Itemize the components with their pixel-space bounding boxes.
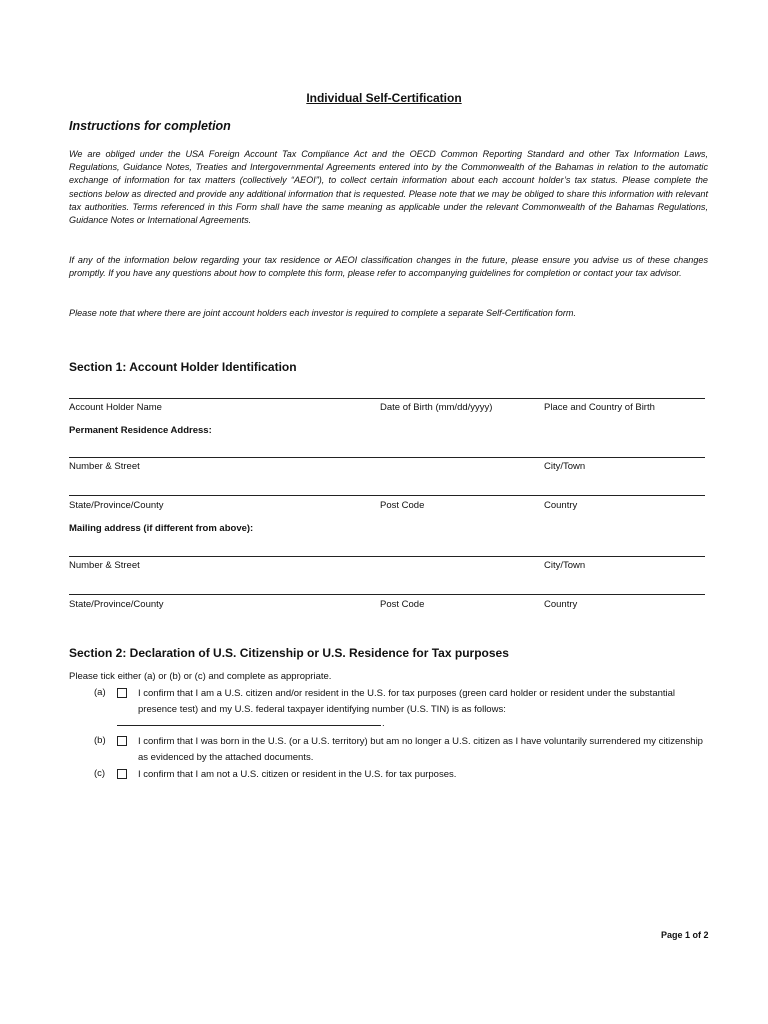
option-c-checkbox[interactable]	[117, 769, 127, 779]
mailing-city-town-label: City/Town	[544, 560, 586, 571]
instructions-paragraph-1: We are obliged under the USA Foreign Account Tax Compliance Act and the OECD Common Reporting Standard and other Tax Information Laws, Regulations, Guidance Notes, Treaties and Intergovernmental Agreements entered into by the Commonwealth of the Bahamas in relation to the automatic exchange of information for tax matters (collectively “AEOI”), to collect certain information about each account holder’s tax status. Please complete the sections below as directed and provide any additional information that is requested. Please note that we may be obliged to share this information with relevant tax authorities. Terms referenced in this Form shall have the same meaning as applicable under the relevant Commonwealth of the Bahamas Regulations, Guidance Notes or International Agreements.	[69, 149, 708, 226]
option-b-text: I confirm that I was born in the U.S. (or a U.S. territory) but am no longer a U.S. citizen as I have voluntarily surrendered my citizenship as evidenced by the attached documents.	[138, 736, 703, 763]
mailing-country-label: Country	[544, 599, 578, 610]
account-holder-row-line[interactable]	[69, 398, 705, 399]
instructions-paragraph-3: Please note that where there are joint account holders each investor is required to complete a separate Self-Certification form.	[69, 308, 576, 318]
us-tin-line-end: .	[382, 718, 385, 729]
tick-instructions: Please tick either (a) or (b) or (c) and complete as appropriate.	[69, 671, 332, 682]
number-street-label: Number & Street	[69, 461, 140, 472]
option-a-checkbox[interactable]	[117, 688, 127, 698]
mailing-street-line[interactable]	[69, 556, 705, 557]
option-a-letter: (a)	[94, 687, 106, 698]
city-town-label: City/Town	[544, 461, 586, 472]
page-number: Page 1 of 2	[661, 930, 709, 940]
permanent-state-line[interactable]	[69, 495, 705, 496]
option-c-text: I confirm that I am not a U.S. citizen or resident in the U.S. for tax purposes.	[138, 769, 457, 780]
mailing-address-heading: Mailing address (if different from above):	[69, 523, 254, 534]
section1-title: Section 1: Account Holder Identification	[69, 360, 297, 374]
account-holder-name-label: Account Holder Name	[69, 402, 162, 413]
form-title: Individual Self-Certification	[306, 91, 462, 105]
post-code-label: Post Code	[380, 500, 425, 511]
country-label: Country	[544, 500, 578, 511]
state-province-label: State/Province/County	[69, 500, 164, 511]
permanent-address-heading: Permanent Residence Address:	[69, 425, 212, 436]
instructions-paragraph-2: If any of the information below regarding your tax residence or AEOI classification changes in the future, please ensure you advise us of these changes promptly. If you have any questions about how to complete this form, please refer to accompanying guidelines for completion or contact your tax advisor.	[69, 255, 708, 279]
option-b-letter: (b)	[94, 735, 106, 746]
instructions-heading: Instructions for completion	[69, 119, 231, 133]
mailing-number-street-label: Number & Street	[69, 560, 140, 571]
mailing-state-province-label: State/Province/County	[69, 599, 164, 610]
option-a-text: I confirm that I am a U.S. citizen and/or resident in the U.S. for tax purposes (green card holder or resident under the substantial presence test) and my U.S. federal taxpayer identifying number (U.S. TIN) is as follows:	[138, 688, 676, 715]
permanent-street-line[interactable]	[69, 457, 705, 458]
mailing-post-code-label: Post Code	[380, 599, 425, 610]
place-country-birth-label: Place and Country of Birth	[544, 402, 655, 413]
mailing-state-line[interactable]	[69, 594, 705, 595]
date-of-birth-label: Date of Birth (mm/dd/yyyy)	[380, 402, 493, 413]
option-b-checkbox[interactable]	[117, 736, 127, 746]
option-c-letter: (c)	[94, 768, 106, 779]
us-tin-input-line[interactable]	[117, 725, 381, 726]
section2-title: Section 2: Declaration of U.S. Citizenship or U.S. Residence for Tax purposes	[69, 646, 509, 660]
